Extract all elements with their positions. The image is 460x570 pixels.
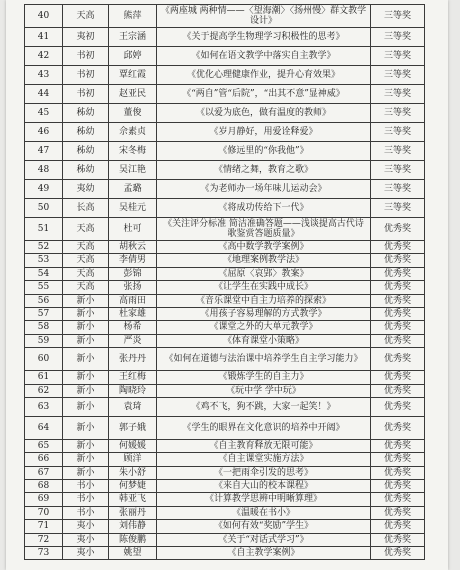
- school-cell: 秭幼: [63, 123, 109, 142]
- author-cell: 何媛媛: [109, 439, 157, 452]
- award-cell: 优秀奖: [371, 397, 425, 416]
- row-number: 48: [25, 161, 63, 180]
- table-row: [25, 506, 425, 519]
- row-number: 62: [25, 384, 63, 397]
- row-number: 47: [25, 142, 63, 161]
- row-number: 52: [25, 241, 63, 254]
- author-cell: 郭子娥: [109, 416, 157, 439]
- paper-title-cell: 《自主教学案例》: [157, 547, 371, 560]
- row-number: 68: [25, 480, 63, 493]
- author-cell: 邱婷: [109, 47, 157, 66]
- award-cell: 三等奖: [371, 28, 425, 47]
- row-number: 45: [25, 104, 63, 123]
- school-cell: 书初: [63, 85, 109, 104]
- author-cell: 杜可: [109, 218, 157, 241]
- award-cell: 三等奖: [371, 5, 425, 28]
- paper-title-cell: 《学生的眼界在文化意识的培养中开阔》: [157, 416, 371, 439]
- author-cell: 杜家雄: [109, 307, 157, 320]
- award-cell: 优秀奖: [371, 493, 425, 506]
- paper-title-cell: 《如何在语文教学中落实自主教学》: [157, 47, 371, 66]
- school-cell: 书初: [63, 66, 109, 85]
- table-row: [25, 397, 425, 416]
- school-cell: 新小: [63, 439, 109, 452]
- school-cell: 书初: [63, 47, 109, 66]
- row-number: 58: [25, 321, 63, 334]
- row-number: 55: [25, 281, 63, 294]
- award-cell: 优秀奖: [371, 384, 425, 397]
- table-row: [25, 493, 425, 506]
- author-cell: 张丽丹: [109, 506, 157, 519]
- paper-title-cell: 《一把雨伞引发的思考》: [157, 466, 371, 479]
- award-cell: 优秀奖: [371, 520, 425, 533]
- paper-title-cell: 《“两自”管“后院”，“出其不意”显神威》: [157, 85, 371, 104]
- table-row: [25, 439, 425, 452]
- school-cell: 书小: [63, 506, 109, 519]
- school-cell: 天高: [63, 241, 109, 254]
- award-cell: 三等奖: [371, 66, 425, 85]
- table-row: [25, 28, 425, 47]
- table-row: [25, 348, 425, 371]
- table-row: [25, 180, 425, 199]
- row-number: 40: [25, 5, 63, 28]
- award-cell: 优秀奖: [371, 241, 425, 254]
- author-cell: 宋冬梅: [109, 142, 157, 161]
- row-number: 44: [25, 85, 63, 104]
- paper-title-cell: 《来自大山的校本课程》: [157, 480, 371, 493]
- school-cell: 秭幼: [63, 104, 109, 123]
- school-cell: 夷小: [63, 547, 109, 560]
- author-cell: 佘素贞: [109, 123, 157, 142]
- author-cell: 彭锦: [109, 267, 157, 280]
- award-table-body: [25, 5, 425, 560]
- school-cell: 新小: [63, 371, 109, 384]
- author-cell: 陶晓玲: [109, 384, 157, 397]
- school-cell: 新小: [63, 466, 109, 479]
- table-row: [25, 533, 425, 546]
- author-cell: 王红梅: [109, 371, 157, 384]
- award-cell: 优秀奖: [371, 453, 425, 466]
- paper-title-cell: 《鸡不飞，狗不跳，大家一起笑！》: [157, 397, 371, 416]
- row-number: 53: [25, 254, 63, 267]
- school-cell: 书小: [63, 480, 109, 493]
- table-row: [25, 218, 425, 241]
- paper-title-cell: 《如何在道德与法治课中培养学生自主学习能力》: [157, 348, 371, 371]
- award-cell: 优秀奖: [371, 371, 425, 384]
- award-cell: 优秀奖: [371, 294, 425, 307]
- table-row: [25, 5, 425, 28]
- author-cell: 朱小舒: [109, 466, 157, 479]
- school-cell: 新小: [63, 348, 109, 371]
- award-cell: 三等奖: [371, 142, 425, 161]
- row-number: 63: [25, 397, 63, 416]
- award-table: [24, 4, 425, 560]
- award-cell: 三等奖: [371, 47, 425, 66]
- author-cell: 杨希: [109, 321, 157, 334]
- author-cell: 韩亚飞: [109, 493, 157, 506]
- author-cell: 高雨田: [109, 294, 157, 307]
- paper-title-cell: 《优化心理健康作业，提升心育效果》: [157, 66, 371, 85]
- school-cell: 新小: [63, 321, 109, 334]
- school-cell: 夷小: [63, 520, 109, 533]
- school-cell: 新小: [63, 397, 109, 416]
- paper-title-cell: 《将成功传给下一代》: [157, 199, 371, 218]
- row-number: 65: [25, 439, 63, 452]
- author-cell: 何梦婕: [109, 480, 157, 493]
- award-cell: 优秀奖: [371, 466, 425, 479]
- table-row: [25, 199, 425, 218]
- table-row: [25, 416, 425, 439]
- author-cell: 赵亚民: [109, 85, 157, 104]
- row-number: 70: [25, 506, 63, 519]
- table-row: [25, 334, 425, 347]
- paper-title-cell: 《音乐课堂中自主力培养的探索》: [157, 294, 371, 307]
- paper-title-cell: 《两座城 两种情——〈望海潮〉〈扬州慢〉群文教学设计》: [157, 5, 371, 28]
- table-row: [25, 281, 425, 294]
- author-cell: 张丹丹: [109, 348, 157, 371]
- paper-title-cell: 《锻炼学生的自主力》: [157, 371, 371, 384]
- author-cell: 顾洋: [109, 453, 157, 466]
- author-cell: 袁琦: [109, 397, 157, 416]
- table-row: [25, 371, 425, 384]
- school-cell: 天高: [63, 267, 109, 280]
- document-page: [6, 0, 448, 570]
- award-cell: 三等奖: [371, 161, 425, 180]
- row-number: 49: [25, 180, 63, 199]
- row-number: 42: [25, 47, 63, 66]
- paper-title-cell: 《体育课堂小策略》: [157, 334, 371, 347]
- row-number: 73: [25, 547, 63, 560]
- table-row: [25, 384, 425, 397]
- author-cell: 刘伟静: [109, 520, 157, 533]
- author-cell: 吴桂元: [109, 199, 157, 218]
- paper-title-cell: 《高中数学教学案例》: [157, 241, 371, 254]
- table-row: [25, 307, 425, 320]
- award-cell: 优秀奖: [371, 334, 425, 347]
- award-cell: 优秀奖: [371, 547, 425, 560]
- award-cell: 优秀奖: [371, 439, 425, 452]
- paper-title-cell: 《用孩子容易理解的方式教学》: [157, 307, 371, 320]
- award-cell: 优秀奖: [371, 480, 425, 493]
- paper-title-cell: 《如何有效“奖励”学生》: [157, 520, 371, 533]
- table-row: [25, 267, 425, 280]
- school-cell: 夷幼: [63, 180, 109, 199]
- paper-title-cell: 《修远里的“你我他”》: [157, 142, 371, 161]
- row-number: 54: [25, 267, 63, 280]
- row-number: 51: [25, 218, 63, 241]
- table-row: [25, 321, 425, 334]
- table-row: [25, 104, 425, 123]
- school-cell: 新小: [63, 294, 109, 307]
- row-number: 56: [25, 294, 63, 307]
- author-cell: 覃红霞: [109, 66, 157, 85]
- row-number: 50: [25, 199, 63, 218]
- award-cell: 三等奖: [371, 85, 425, 104]
- row-number: 61: [25, 371, 63, 384]
- award-cell: 优秀奖: [371, 267, 425, 280]
- table-row: [25, 466, 425, 479]
- paper-title-cell: 《以爱为底色，做有温度的教师》: [157, 104, 371, 123]
- paper-title-cell: 《自主课堂实施方法》: [157, 453, 371, 466]
- author-cell: 董俊: [109, 104, 157, 123]
- award-cell: 优秀奖: [371, 321, 425, 334]
- school-cell: 天高: [63, 281, 109, 294]
- paper-title-cell: 《关于“对话式学习”》: [157, 533, 371, 546]
- row-number: 46: [25, 123, 63, 142]
- school-cell: 长高: [63, 199, 109, 218]
- paper-title-cell: 《为老师办一场年味儿运动会》: [157, 180, 371, 199]
- row-number: 72: [25, 533, 63, 546]
- school-cell: 夷初: [63, 28, 109, 47]
- author-cell: 姚望: [109, 547, 157, 560]
- row-number: 67: [25, 466, 63, 479]
- school-cell: 新小: [63, 307, 109, 320]
- table-row: [25, 480, 425, 493]
- award-cell: 优秀奖: [371, 281, 425, 294]
- row-number: 43: [25, 66, 63, 85]
- paper-title-cell: 《屈原〈哀郢〉教案》: [157, 267, 371, 280]
- school-cell: 天高: [63, 218, 109, 241]
- school-cell: 秭幼: [63, 161, 109, 180]
- school-cell: 新小: [63, 416, 109, 439]
- paper-title-cell: 《让学生在实践中成长》: [157, 281, 371, 294]
- author-cell: 张扬: [109, 281, 157, 294]
- table-row: [25, 453, 425, 466]
- table-row: [25, 241, 425, 254]
- paper-title-cell: 《关注评分标准 简洁准确答题——浅谈提高古代诗歌鉴赏答题质量》: [157, 218, 371, 241]
- award-cell: 三等奖: [371, 199, 425, 218]
- author-cell: 陈俊鹏: [109, 533, 157, 546]
- paper-title-cell: 《地理案例教学法》: [157, 254, 371, 267]
- row-number: 69: [25, 493, 63, 506]
- paper-title-cell: 《课堂之外的大单元教学》: [157, 321, 371, 334]
- school-cell: 天高: [63, 5, 109, 28]
- school-cell: 书小: [63, 493, 109, 506]
- paper-title-cell: 《自主教育释放无限可能》: [157, 439, 371, 452]
- school-cell: 新小: [63, 384, 109, 397]
- row-number: 59: [25, 334, 63, 347]
- table-row: [25, 66, 425, 85]
- table-row: [25, 142, 425, 161]
- row-number: 57: [25, 307, 63, 320]
- author-cell: 胡秋云: [109, 241, 157, 254]
- paper-title-cell: 《计算教学思辨中明晰算理》: [157, 493, 371, 506]
- table-row: [25, 254, 425, 267]
- award-cell: 优秀奖: [371, 533, 425, 546]
- paper-title-cell: 《玩中学 学中玩》: [157, 384, 371, 397]
- author-cell: 熊萍: [109, 5, 157, 28]
- award-cell: 三等奖: [371, 104, 425, 123]
- author-cell: 吴江艳: [109, 161, 157, 180]
- paper-title-cell: 《情绪之舞，教育之歌》: [157, 161, 371, 180]
- row-number: 41: [25, 28, 63, 47]
- award-cell: 优秀奖: [371, 307, 425, 320]
- award-cell: 优秀奖: [371, 416, 425, 439]
- table-row: [25, 547, 425, 560]
- school-cell: 新小: [63, 453, 109, 466]
- award-cell: 三等奖: [371, 123, 425, 142]
- award-cell: 三等奖: [371, 180, 425, 199]
- award-cell: 优秀奖: [371, 506, 425, 519]
- row-number: 66: [25, 453, 63, 466]
- school-cell: 天高: [63, 254, 109, 267]
- award-cell: 优秀奖: [371, 348, 425, 371]
- paper-title-cell: 《温暖在书小》: [157, 506, 371, 519]
- paper-title-cell: 《岁月静好，用爱诠释爱》: [157, 123, 371, 142]
- row-number: 64: [25, 416, 63, 439]
- table-row: [25, 161, 425, 180]
- school-cell: 新小: [63, 334, 109, 347]
- paper-title-cell: 《关于提高学生物理学习积极性的思考》: [157, 28, 371, 47]
- award-cell: 优秀奖: [371, 218, 425, 241]
- school-cell: 夷小: [63, 533, 109, 546]
- award-cell: 优秀奖: [371, 254, 425, 267]
- author-cell: 孟璐: [109, 180, 157, 199]
- row-number: 71: [25, 520, 63, 533]
- table-row: [25, 294, 425, 307]
- author-cell: 严炎: [109, 334, 157, 347]
- row-number: 60: [25, 348, 63, 371]
- school-cell: 秭幼: [63, 142, 109, 161]
- author-cell: 李倩男: [109, 254, 157, 267]
- table-row: [25, 520, 425, 533]
- author-cell: 王宗涵: [109, 28, 157, 47]
- table-row: [25, 85, 425, 104]
- table-row: [25, 47, 425, 66]
- table-row: [25, 123, 425, 142]
